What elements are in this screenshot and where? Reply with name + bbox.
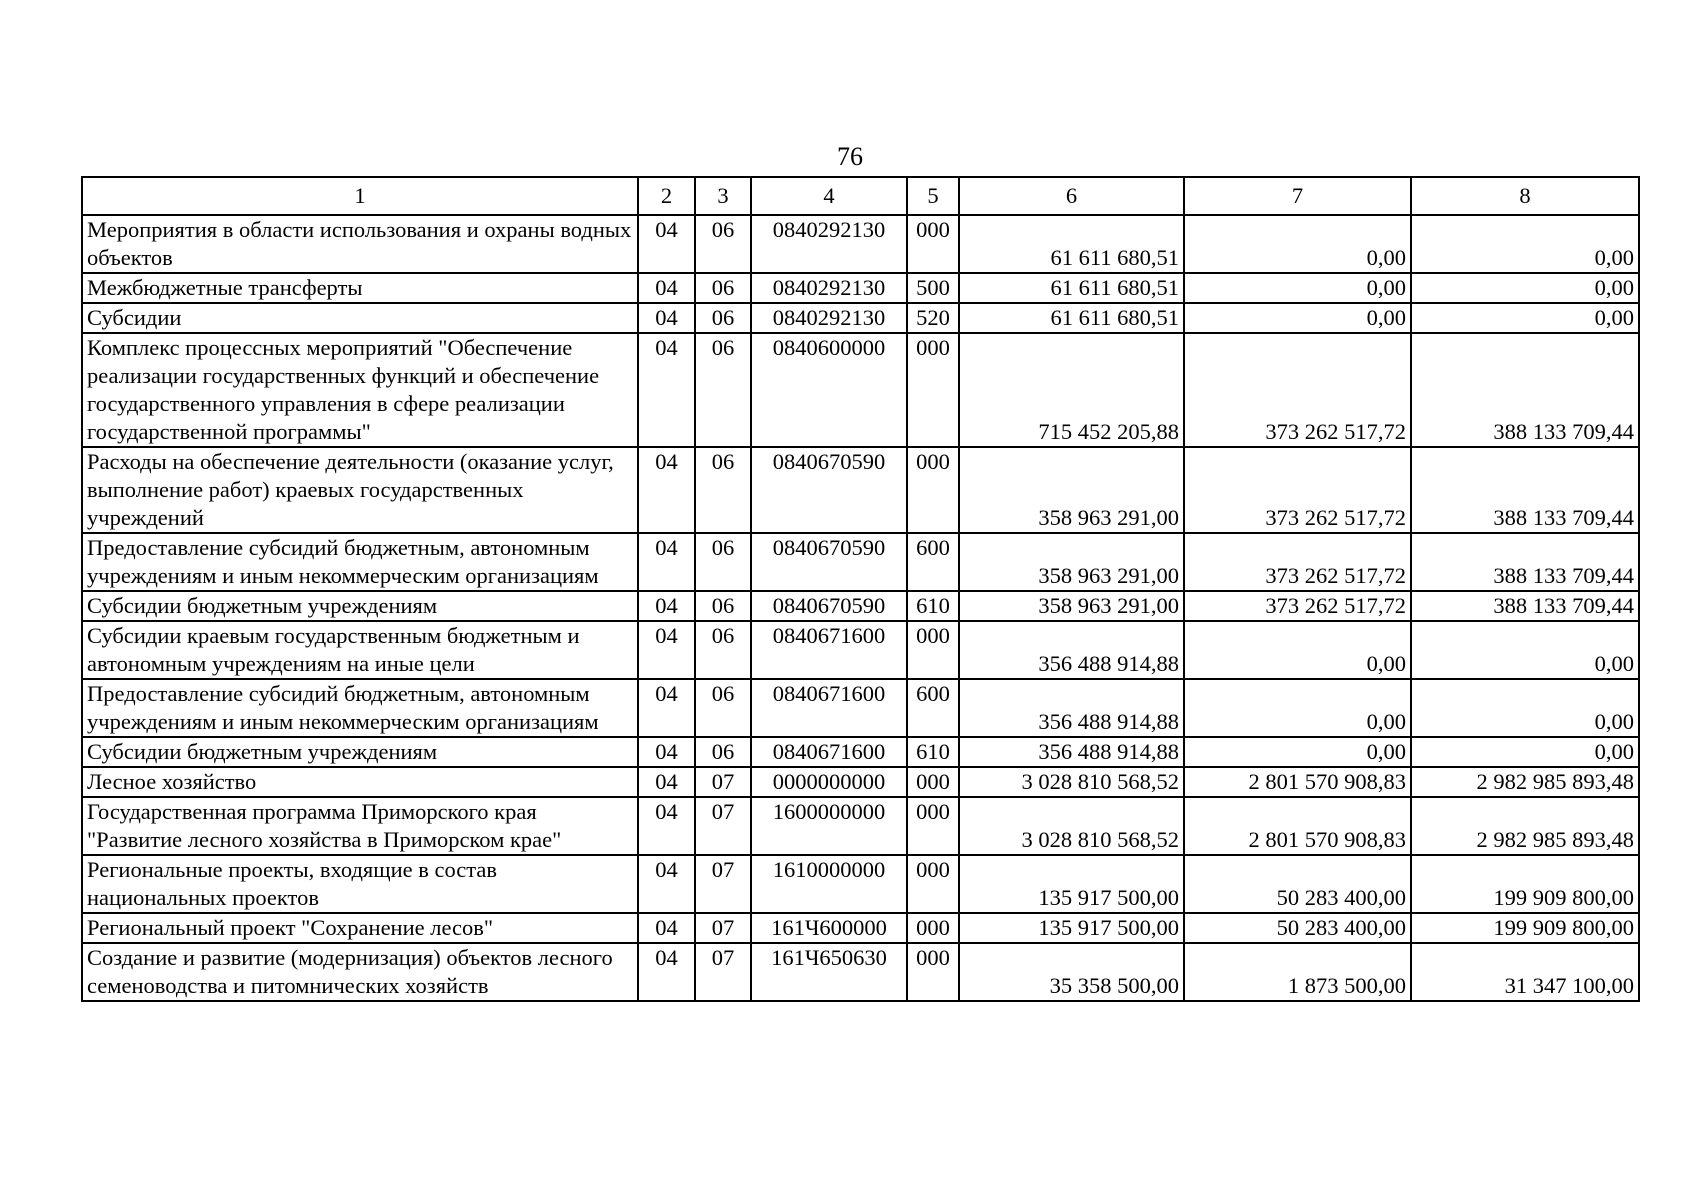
target-item-code: 0840600000 <box>751 333 907 447</box>
amount-year-1: 358 963 291,00 <box>959 533 1184 591</box>
table-row <box>82 943 1639 1001</box>
expense-type-code: 000 <box>907 943 959 1001</box>
page-number: 76 <box>837 142 863 171</box>
amount-year-3: 388 133 709,44 <box>1411 447 1639 533</box>
amount-year-3: 0,00 <box>1411 303 1639 333</box>
subsection-code: 06 <box>695 621 751 679</box>
amount-year-2: 373 262 517,72 <box>1184 447 1411 533</box>
amount-year-2: 0,00 <box>1184 737 1411 767</box>
amount-year-3: 199 909 800,00 <box>1411 855 1639 913</box>
amount-year-3: 388 133 709,44 <box>1411 591 1639 621</box>
expense-type-code: 000 <box>907 447 959 533</box>
target-item-code: 161Ч600000 <box>751 913 907 943</box>
expense-type-code: 000 <box>907 621 959 679</box>
table-row <box>82 913 1639 943</box>
amount-year-2: 0,00 <box>1184 273 1411 303</box>
amount-year-3: 0,00 <box>1411 737 1639 767</box>
section-code: 04 <box>638 591 695 621</box>
target-item-code: 0840671600 <box>751 679 907 737</box>
target-item-code: 0840292130 <box>751 303 907 333</box>
section-code: 04 <box>638 913 695 943</box>
subsection-code: 06 <box>695 533 751 591</box>
table-row <box>82 303 1639 333</box>
amount-year-1: 715 452 205,88 <box>959 333 1184 447</box>
target-item-code: 161Ч650630 <box>751 943 907 1001</box>
budget-table <box>81 176 1640 1002</box>
column-header: 6 <box>959 177 1184 215</box>
amount-year-1: 61 611 680,51 <box>959 215 1184 273</box>
target-item-code: 0840670590 <box>751 447 907 533</box>
row-name: Расходы на обеспечение деятельности (оказание услуг, выполнение работ) краевых государственных учреждений <box>82 447 638 533</box>
target-item-code: 0840292130 <box>751 215 907 273</box>
subsection-code: 06 <box>695 447 751 533</box>
row-name: Мероприятия в области использования и охраны водных объектов <box>82 215 638 273</box>
target-item-code: 0840671600 <box>751 621 907 679</box>
row-name: Лесное хозяйство <box>82 767 638 797</box>
subsection-code: 07 <box>695 855 751 913</box>
table-row <box>82 591 1639 621</box>
section-code: 04 <box>638 797 695 855</box>
amount-year-1: 3 028 810 568,52 <box>959 767 1184 797</box>
table-row <box>82 447 1639 533</box>
column-header: 8 <box>1411 177 1639 215</box>
row-name: Субсидии бюджетным учреждениям <box>82 737 638 767</box>
column-header: 3 <box>695 177 751 215</box>
expense-type-code: 500 <box>907 273 959 303</box>
subsection-code: 07 <box>695 913 751 943</box>
column-header: 5 <box>907 177 959 215</box>
target-item-code: 0000000000 <box>751 767 907 797</box>
expense-type-code: 610 <box>907 591 959 621</box>
column-header: 7 <box>1184 177 1411 215</box>
table-row <box>82 797 1639 855</box>
column-header: 1 <box>82 177 638 215</box>
expense-type-code: 600 <box>907 679 959 737</box>
row-name: Межбюджетные трансферты <box>82 273 638 303</box>
row-name: Субсидии <box>82 303 638 333</box>
target-item-code: 0840292130 <box>751 273 907 303</box>
amount-year-3: 388 133 709,44 <box>1411 333 1639 447</box>
expense-type-code: 520 <box>907 303 959 333</box>
target-item-code: 0840670590 <box>751 533 907 591</box>
amount-year-1: 3 028 810 568,52 <box>959 797 1184 855</box>
section-code: 04 <box>638 303 695 333</box>
table-row <box>82 767 1639 797</box>
amount-year-2: 0,00 <box>1184 215 1411 273</box>
amount-year-3: 2 982 985 893,48 <box>1411 797 1639 855</box>
table-body <box>82 215 1639 1001</box>
amount-year-1: 358 963 291,00 <box>959 447 1184 533</box>
table-row <box>82 679 1639 737</box>
amount-year-1: 356 488 914,88 <box>959 679 1184 737</box>
amount-year-3: 0,00 <box>1411 273 1639 303</box>
row-name: Предоставление субсидий бюджетным, автономным учреждениям и иным некоммерческим организациям <box>82 679 638 737</box>
amount-year-3: 199 909 800,00 <box>1411 913 1639 943</box>
subsection-code: 06 <box>695 591 751 621</box>
column-header: 4 <box>751 177 907 215</box>
row-name: Региональный проект "Сохранение лесов" <box>82 913 638 943</box>
section-code: 04 <box>638 533 695 591</box>
amount-year-2: 2 801 570 908,83 <box>1184 767 1411 797</box>
table-header-row <box>82 177 1639 215</box>
target-item-code: 0840670590 <box>751 591 907 621</box>
subsection-code: 06 <box>695 273 751 303</box>
section-code: 04 <box>638 679 695 737</box>
section-code: 04 <box>638 333 695 447</box>
amount-year-1: 358 963 291,00 <box>959 591 1184 621</box>
amount-year-3: 388 133 709,44 <box>1411 533 1639 591</box>
subsection-code: 06 <box>695 333 751 447</box>
table-row <box>82 215 1639 273</box>
section-code: 04 <box>638 215 695 273</box>
amount-year-2: 50 283 400,00 <box>1184 913 1411 943</box>
column-header: 2 <box>638 177 695 215</box>
amount-year-2: 2 801 570 908,83 <box>1184 797 1411 855</box>
amount-year-1: 356 488 914,88 <box>959 621 1184 679</box>
row-name: Субсидии бюджетным учреждениям <box>82 591 638 621</box>
subsection-code: 06 <box>695 679 751 737</box>
amount-year-2: 1 873 500,00 <box>1184 943 1411 1001</box>
expense-type-code: 000 <box>907 215 959 273</box>
target-item-code: 1610000000 <box>751 855 907 913</box>
subsection-code: 07 <box>695 797 751 855</box>
expense-type-code: 000 <box>907 333 959 447</box>
table-row <box>82 333 1639 447</box>
table-row <box>82 621 1639 679</box>
row-name: Предоставление субсидий бюджетным, автономным учреждениям и иным некоммерческим организациям <box>82 533 638 591</box>
subsection-code: 06 <box>695 737 751 767</box>
expense-type-code: 000 <box>907 913 959 943</box>
table-row <box>82 533 1639 591</box>
section-code: 04 <box>638 737 695 767</box>
target-item-code: 1600000000 <box>751 797 907 855</box>
amount-year-2: 373 262 517,72 <box>1184 533 1411 591</box>
amount-year-1: 135 917 500,00 <box>959 855 1184 913</box>
table-row <box>82 273 1639 303</box>
section-code: 04 <box>638 273 695 303</box>
section-code: 04 <box>638 767 695 797</box>
amount-year-2: 373 262 517,72 <box>1184 591 1411 621</box>
subsection-code: 07 <box>695 943 751 1001</box>
amount-year-2: 50 283 400,00 <box>1184 855 1411 913</box>
amount-year-2: 373 262 517,72 <box>1184 333 1411 447</box>
row-name: Региональные проекты, входящие в состав национальных проектов <box>82 855 638 913</box>
amount-year-3: 31 347 100,00 <box>1411 943 1639 1001</box>
row-name: Государственная программа Приморского края "Развитие лесного хозяйства в Приморском крае" <box>82 797 638 855</box>
table-row <box>82 855 1639 913</box>
expense-type-code: 000 <box>907 797 959 855</box>
section-code: 04 <box>638 855 695 913</box>
amount-year-3: 2 982 985 893,48 <box>1411 767 1639 797</box>
row-name: Субсидии краевым государственным бюджетным и автономным учреждениям на иные цели <box>82 621 638 679</box>
target-item-code: 0840671600 <box>751 737 907 767</box>
amount-year-1: 135 917 500,00 <box>959 913 1184 943</box>
table-row <box>82 737 1639 767</box>
amount-year-3: 0,00 <box>1411 621 1639 679</box>
expense-type-code: 000 <box>907 767 959 797</box>
amount-year-1: 61 611 680,51 <box>959 303 1184 333</box>
subsection-code: 06 <box>695 303 751 333</box>
amount-year-1: 61 611 680,51 <box>959 273 1184 303</box>
section-code: 04 <box>638 447 695 533</box>
amount-year-2: 0,00 <box>1184 621 1411 679</box>
amount-year-1: 35 358 500,00 <box>959 943 1184 1001</box>
row-name: Комплекс процессных мероприятий "Обеспечение реализации государственных функций и обеспечение государственного управления в сфере реализации государственной программы" <box>82 333 638 447</box>
amount-year-2: 0,00 <box>1184 679 1411 737</box>
expense-type-code: 610 <box>907 737 959 767</box>
amount-year-1: 356 488 914,88 <box>959 737 1184 767</box>
expense-type-code: 000 <box>907 855 959 913</box>
section-code: 04 <box>638 621 695 679</box>
section-code: 04 <box>638 943 695 1001</box>
amount-year-3: 0,00 <box>1411 215 1639 273</box>
subsection-code: 06 <box>695 215 751 273</box>
amount-year-2: 0,00 <box>1184 303 1411 333</box>
row-name: Создание и развитие (модернизация) объектов лесного семеноводства и питомнических хозяйств <box>82 943 638 1001</box>
amount-year-3: 0,00 <box>1411 679 1639 737</box>
expense-type-code: 600 <box>907 533 959 591</box>
subsection-code: 07 <box>695 767 751 797</box>
